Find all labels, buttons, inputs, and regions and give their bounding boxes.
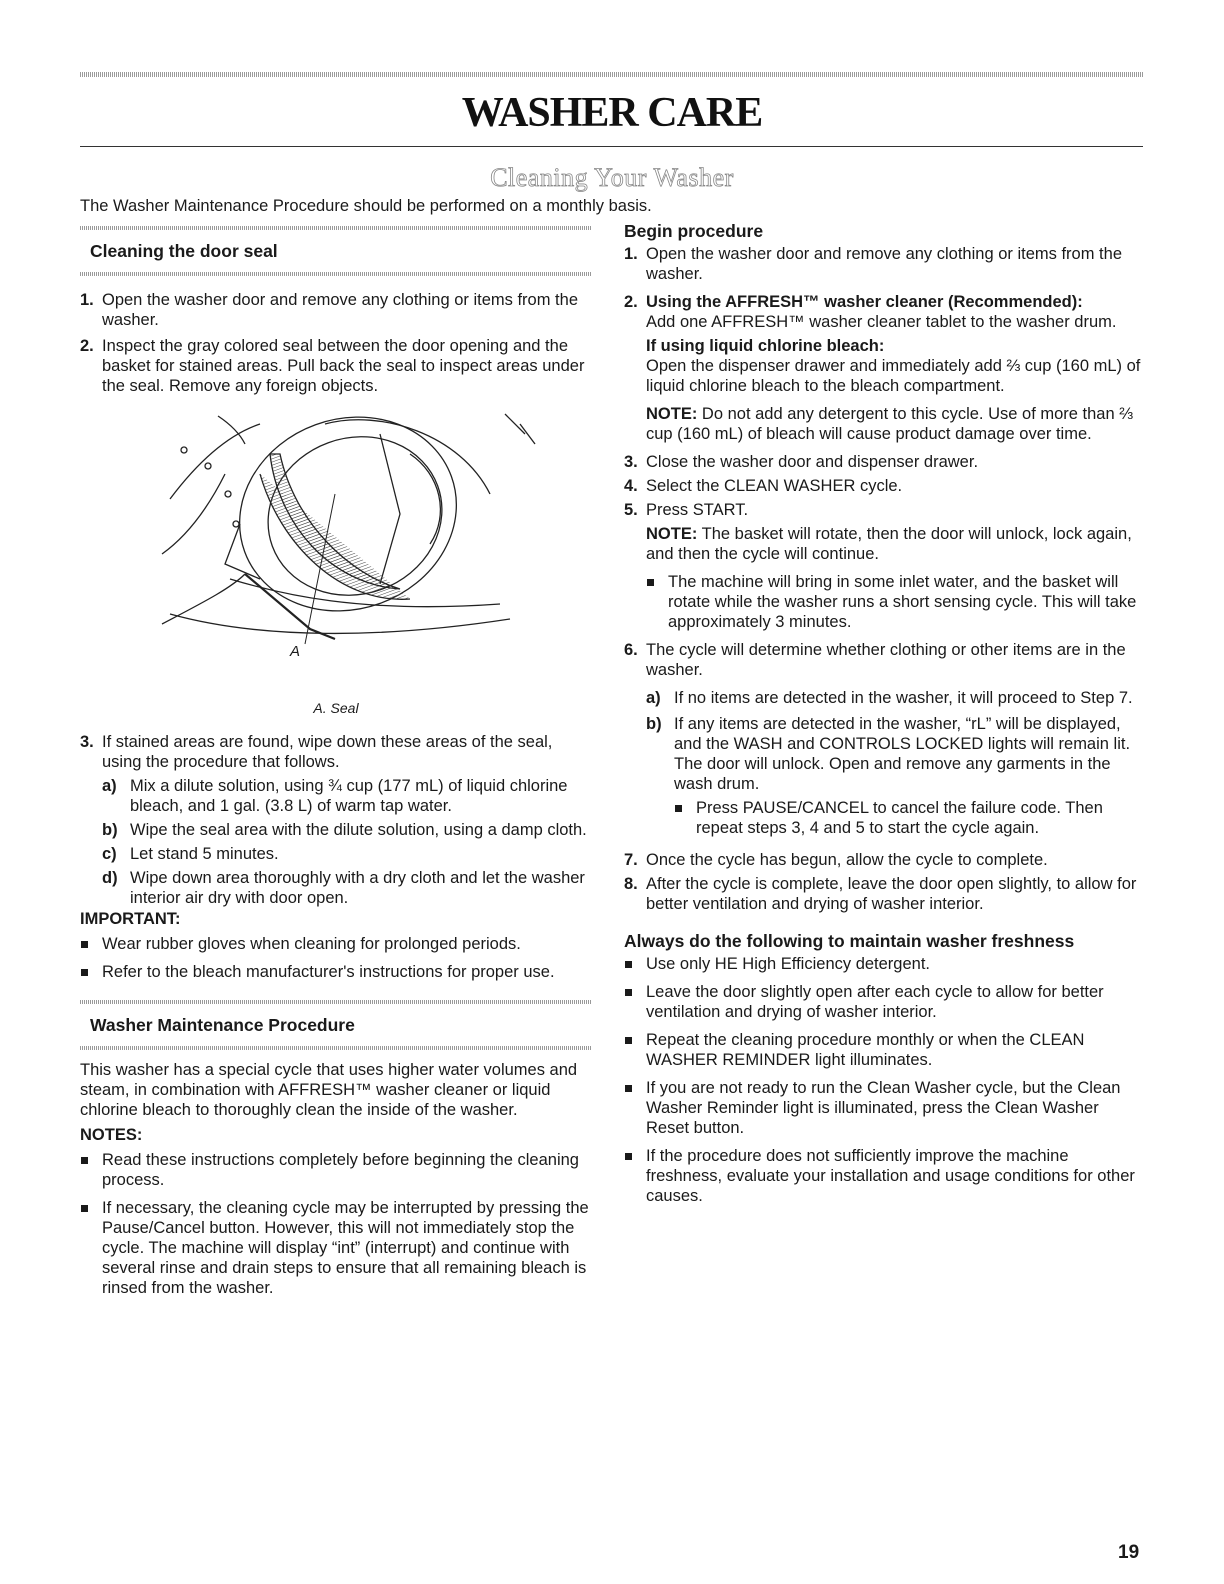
step-number: 5. xyxy=(624,501,638,519)
substep-text: Wipe down area thoroughly with a dry cloth and let the washer interior air dry with door open. xyxy=(130,869,585,907)
substep-letter: d) xyxy=(102,869,118,887)
list-item xyxy=(624,850,1144,870)
bullet-text: If you are not ready to run the Clean Washer cycle, but the Clean Washer Reminder light is illuminated, press the Clean Washer Reset button. xyxy=(646,1079,1121,1137)
step-number: 4. xyxy=(624,477,638,495)
notes-label: NOTES: xyxy=(80,1126,143,1144)
intro-text: The Washer Maintenance Procedure should be performed on a monthly basis. xyxy=(80,197,652,215)
step-text: Select the CLEAN WASHER cycle. xyxy=(646,477,903,495)
list-item xyxy=(624,292,1144,444)
step-number: 2. xyxy=(80,337,94,355)
list-item xyxy=(624,244,1144,284)
bullet-square xyxy=(674,798,696,838)
maintenance-heading-block xyxy=(80,1000,592,1050)
bullet-square xyxy=(624,1146,646,1206)
maintenance-heading: Washer Maintenance Procedure xyxy=(90,1015,355,1035)
list-item xyxy=(80,1150,592,1190)
list-item xyxy=(80,934,592,954)
list-item xyxy=(624,874,1144,914)
screw xyxy=(233,521,239,527)
screw xyxy=(181,447,187,453)
list-item xyxy=(102,776,592,816)
door-opening-outer xyxy=(212,404,484,641)
bullet-text: If necessary, the cleaning cycle may be interrupted by pressing the Pause/Cancel button. However, this will not immediately stop the cycle. The machine will display “int” (interrupt) and continue with several rinse and drain steps to ensure that all remaining bleach is rinsed from the washer. xyxy=(102,1199,589,1297)
substep-letter: b) xyxy=(102,821,118,839)
step-subhead: If using liquid chlorine bleach: xyxy=(646,337,885,355)
list-item xyxy=(624,452,1144,472)
bullet-text: Wear rubber gloves when cleaning for prolonged periods. xyxy=(102,935,521,953)
list-item xyxy=(624,640,1144,838)
bullet-text: Repeat the cleaning procedure monthly or when the CLEAN WASHER REMINDER light illuminates. xyxy=(646,1031,1085,1069)
list-item xyxy=(646,714,1144,838)
bullet-square xyxy=(624,1078,646,1138)
list-item xyxy=(624,982,1144,1022)
list-item xyxy=(102,820,592,840)
door-seal-heading-block xyxy=(80,226,592,276)
substep-letter: a) xyxy=(102,777,117,795)
substep-text: Mix a dilute solution, using ¾ cup (177 mL) of liquid chlorine bleach, and 1 gal. (3.8 L) of warm tap water. xyxy=(130,777,568,815)
step-text: Press START. xyxy=(646,501,749,519)
drum-edge-line xyxy=(162,474,225,554)
step-text: Once the cycle has begun, allow the cycle to complete. xyxy=(646,851,1048,869)
bullet-text: If the procedure does not sufficiently improve the machine freshness, evaluate your installation and usage conditions for other causes. xyxy=(646,1147,1135,1205)
list-item xyxy=(80,1198,592,1298)
step-subhead: Using the AFFRESH™ washer cleaner (Recommended): xyxy=(646,293,1083,311)
bullet-text: Refer to the bleach manufacturer's instructions for proper use. xyxy=(102,963,555,981)
step-number: 8. xyxy=(624,875,638,893)
step-number: 1. xyxy=(624,245,638,263)
left-column xyxy=(80,226,592,1298)
bullet-text: Leave the door slightly open after each cycle to allow for better ventilation and drying of washer interior. xyxy=(646,983,1104,1021)
important-label: IMPORTANT: xyxy=(80,910,181,928)
list-item xyxy=(646,688,1144,708)
basket-rib xyxy=(410,454,440,544)
maintenance-text: This washer has a special cycle that uses higher water volumes and steam, in combination with AFFRESH™ washer cleaner or liquid chlorine bleach to thoroughly clean the inside of the washer. xyxy=(80,1061,578,1119)
tub-curve xyxy=(170,614,510,633)
list-item xyxy=(102,868,592,908)
hatch-rule xyxy=(80,272,592,276)
right-column xyxy=(624,220,1144,1206)
step-text: If stained areas are found, wipe down these areas of the seal, using the procedure that follows. xyxy=(102,733,553,771)
basket-rib xyxy=(380,434,400,584)
begin-procedure-heading: Begin procedure xyxy=(624,221,764,241)
list-item xyxy=(624,476,1144,496)
step-text: Add one AFFRESH™ washer cleaner tablet to the washer drum. xyxy=(646,313,1117,331)
page-title: WASHER CARE xyxy=(461,90,763,136)
screw xyxy=(205,463,211,469)
step-number: 2. xyxy=(624,293,638,311)
note-body: Do not add any detergent to this cycle. Use of more than ⅔ cup (160 mL) of bleach will cause product damage over time. xyxy=(646,405,1134,443)
page-number: 19 xyxy=(1118,1542,1140,1563)
substep-text: Wipe the seal area with the dilute solution, using a damp cloth. xyxy=(130,821,587,839)
bullet-text: Press PAUSE/CANCEL to cancel the failure code. Then repeat steps 3, 4 and 5 to start the cycle again. xyxy=(696,799,1103,837)
screw xyxy=(225,491,231,497)
list-item xyxy=(80,962,592,982)
substep-text: Let stand 5 minutes. xyxy=(130,845,279,863)
note-text xyxy=(646,524,1144,564)
note-label: NOTE: xyxy=(646,405,698,423)
top-dotted-rule xyxy=(80,72,1143,77)
list-item xyxy=(646,572,1144,632)
section-title: Cleaning Your Washer xyxy=(490,163,734,192)
note-label: NOTE: xyxy=(646,525,698,543)
substep-letter: c) xyxy=(102,845,117,863)
bullet-square xyxy=(80,962,102,982)
door-rim xyxy=(325,420,490,494)
bullet-square xyxy=(646,572,668,632)
figure-callout-a: A xyxy=(290,643,301,660)
list-item xyxy=(674,798,1144,838)
list-item xyxy=(624,954,1144,974)
washer-door-drawing xyxy=(80,404,592,694)
frame-edge xyxy=(505,414,525,434)
door-seal-illustration xyxy=(80,404,592,704)
tub-curve xyxy=(162,574,245,624)
step-number: 3. xyxy=(80,733,94,751)
bullet-square xyxy=(624,982,646,1022)
step-number: 1. xyxy=(80,291,94,309)
bullet-square xyxy=(624,1030,646,1070)
bullet-text: Read these instructions completely before beginning the cleaning process. xyxy=(102,1151,579,1189)
list-item xyxy=(624,1078,1144,1138)
step-text: Open the washer door and remove any clothing or items from the washer. xyxy=(102,291,578,329)
step-number: 7. xyxy=(624,851,638,869)
bullet-square xyxy=(80,934,102,954)
list-item xyxy=(624,1146,1144,1206)
list-item xyxy=(624,1030,1144,1070)
substep-letter: a) xyxy=(646,689,661,707)
substep-text: If any items are detected in the washer, “rL” will be displayed, and the WASH and CONTROLS LOCKED lights will remain lit. The door will unlock. Open and remove any garments in the wash drum. xyxy=(674,715,1131,793)
substep-letter: b) xyxy=(646,715,662,733)
note-text xyxy=(646,404,1144,444)
list-item xyxy=(80,336,592,396)
frame-edge xyxy=(520,424,535,444)
bullet-square xyxy=(624,954,646,974)
bullet-text: The machine will bring in some inlet water, and the basket will rotate while the washer runs a short sensing cycle. This will take approximately 3 minutes. xyxy=(668,573,1137,631)
bullet-text: Use only HE High Efficiency detergent. xyxy=(646,955,931,973)
step-text: The cycle will determine whether clothing or other items are in the washer. xyxy=(646,641,1126,679)
substep-text: If no items are detected in the washer, it will proceed to Step 7. xyxy=(674,689,1133,707)
list-item xyxy=(624,500,1144,632)
door-seal-heading: Cleaning the door seal xyxy=(90,241,278,261)
step-text: Close the washer door and dispenser drawer. xyxy=(646,453,979,471)
bullet-square xyxy=(80,1198,102,1298)
step-text: After the cycle is complete, leave the door open slightly, to allow for better ventilation and drying of washer interior. xyxy=(646,875,1137,913)
list-item xyxy=(80,732,592,772)
list-item xyxy=(80,290,592,330)
step-number: 6. xyxy=(624,641,638,659)
bullet-square xyxy=(80,1150,102,1190)
step-text: Inspect the gray colored seal between the door opening and the basket for stained areas. Pull back the seal to inspect areas under the seal. Remove any foreign objects. xyxy=(102,337,585,395)
list-item xyxy=(102,844,592,864)
step-text: Open the dispenser drawer and immediately add ⅔ cup (160 mL) of liquid chlorine bleach to the bleach compartment. xyxy=(646,357,1141,395)
step-number: 3. xyxy=(624,453,638,471)
title-rule xyxy=(80,146,1143,147)
note-body: The basket will rotate, then the door will unlock, lock again, and then the cycle will continue. xyxy=(646,525,1132,563)
drum-edge-line xyxy=(218,416,245,444)
step-text: Open the washer door and remove any clothing or items from the washer. xyxy=(646,245,1122,283)
figure-caption: A. Seal xyxy=(313,700,359,716)
freshness-heading: Always do the following to maintain washer freshness xyxy=(624,931,1075,951)
hatch-rule xyxy=(80,1046,592,1050)
